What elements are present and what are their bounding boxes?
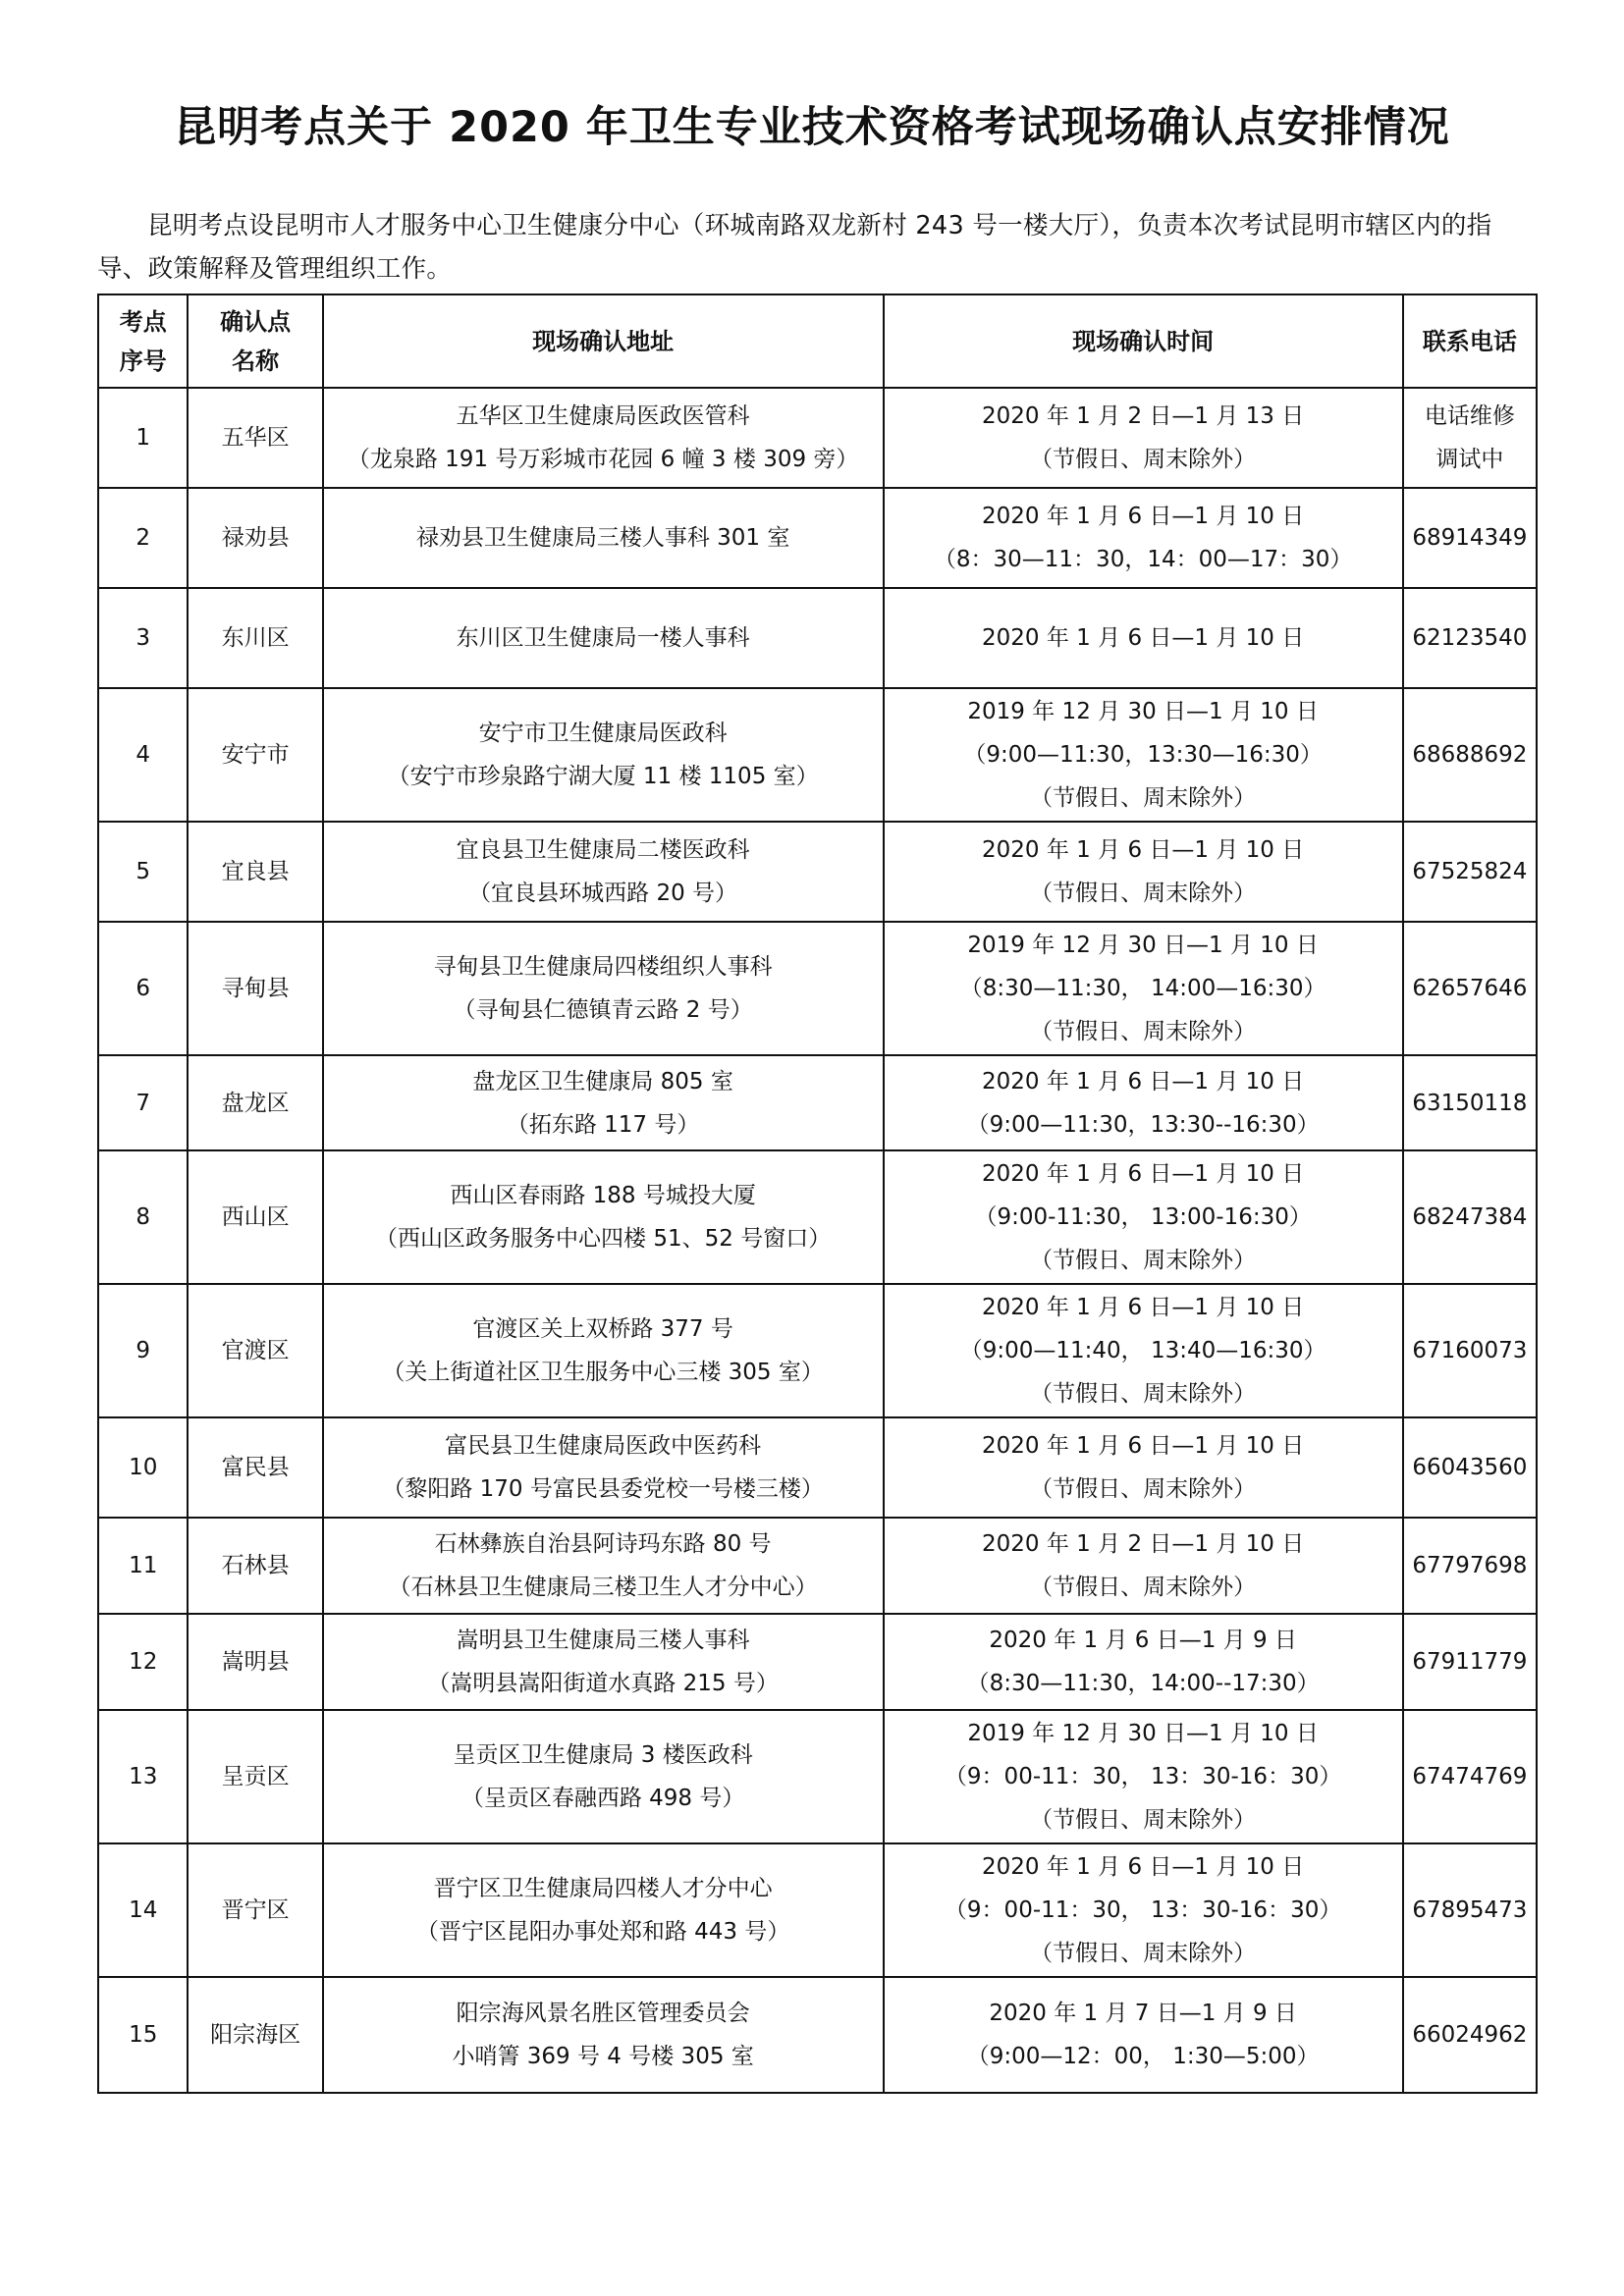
cell-name: 富民县 xyxy=(188,1417,322,1518)
cell-time xyxy=(884,1417,1403,1518)
cell-time xyxy=(884,1150,1403,1284)
cell-time-line: 2020 年 1 月 6 日—1 月 10 日 xyxy=(982,504,1305,529)
cell-time xyxy=(884,488,1403,588)
cell-phone xyxy=(1403,488,1537,588)
cell-address xyxy=(323,688,884,822)
cell-name: 五华区 xyxy=(188,388,322,488)
cell-address-line: （关上街道社区卫生服务中心三楼 305 室） xyxy=(382,1360,824,1385)
table-row xyxy=(98,1977,1537,2093)
cell-time-line: 2020 年 1 月 6 日—1 月 10 日 xyxy=(982,1854,1305,1880)
cell-time-line: （节假日、周末除外） xyxy=(1030,785,1257,811)
cell-phone-line: 68247384 xyxy=(1412,1204,1528,1230)
page-title: 昆明考点关于 2020 年卫生专业技术资格考试现场确认点安排情况 xyxy=(174,103,1450,152)
cell-phone xyxy=(1403,1843,1537,1977)
cell-phone xyxy=(1403,1150,1537,1284)
cell-no: 3 xyxy=(98,588,188,688)
cell-phone-line: 68688692 xyxy=(1412,742,1528,768)
intro-paragraph: 昆明考点设昆明市人才服务中心卫生健康分中心（环城南路双龙新村 243 号一楼大厅），负责本次考试昆明市辖区内的指导、政策解释及管理组织工作。 xyxy=(97,211,1492,284)
cell-no: 6 xyxy=(98,922,188,1055)
cell-time-line: （节假日、周末除外） xyxy=(1030,1941,1257,1966)
cell-address xyxy=(323,822,884,922)
cell-time-line: 2020 年 1 月 6 日—1 月 9 日 xyxy=(989,1628,1297,1653)
cell-phone-line: 调试中 xyxy=(1435,447,1504,472)
cell-time xyxy=(884,1614,1403,1710)
cell-address xyxy=(323,922,884,1055)
cell-address xyxy=(323,1710,884,1843)
cell-time xyxy=(884,822,1403,922)
cell-address-line: 盘龙区卫生健康局 805 室 xyxy=(472,1068,733,1095)
cell-time-line: （节假日、周末除外） xyxy=(1030,881,1257,906)
cell-no: 1 xyxy=(98,388,188,488)
cell-no: 12 xyxy=(98,1614,188,1710)
header-no: 考点 序号 xyxy=(98,294,188,388)
cell-time-line: （节假日、周末除外） xyxy=(1030,1807,1257,1833)
cell-address-line: 富民县卫生健康局医政中医药科 xyxy=(445,1433,762,1459)
cell-time-line: （9:00—11:30，13:30--16:30） xyxy=(966,1111,1320,1138)
table-row xyxy=(98,1417,1537,1518)
cell-phone xyxy=(1403,688,1537,822)
cell-time-line: （8：30—11：30，14：00—17：30） xyxy=(933,547,1353,572)
cell-name: 嵩明县 xyxy=(188,1614,322,1710)
cell-no: 13 xyxy=(98,1710,188,1843)
cell-phone-line: 62657646 xyxy=(1412,976,1528,1001)
cell-address-line: （嵩明县嵩阳街道水真路 215 号） xyxy=(427,1671,779,1696)
cell-time-line: 2020 年 1 月 6 日—1 月 10 日 xyxy=(982,1068,1305,1095)
cell-address-line: 石林彝族自治县阿诗玛东路 80 号 xyxy=(434,1531,772,1557)
table-body xyxy=(98,388,1537,2093)
cell-no: 2 xyxy=(98,488,188,588)
cell-address-line: 寻甸县卫生健康局四楼组织人事科 xyxy=(433,954,773,980)
cell-time-line: 2020 年 1 月 2 日—1 月 10 日 xyxy=(982,1531,1305,1557)
table-header-row xyxy=(98,294,1537,388)
cell-phone-line: 67474769 xyxy=(1412,1764,1528,1789)
cell-address-line: 东川区卫生健康局一楼人事科 xyxy=(456,625,750,651)
cell-time xyxy=(884,1055,1403,1150)
cell-name: 晋宁区 xyxy=(188,1843,322,1977)
cell-address xyxy=(323,1417,884,1518)
table-row xyxy=(98,1614,1537,1710)
table-row xyxy=(98,588,1537,688)
cell-address-line: 阳宗海风景名胜区管理委员会 xyxy=(456,2001,750,2026)
cell-address-line: 嵩明县卫生健康局三楼人事科 xyxy=(456,1628,750,1653)
cell-address-line: （安宁市珍泉路宁湖大厦 11 楼 1105 室） xyxy=(387,764,819,789)
cell-no: 8 xyxy=(98,1150,188,1284)
cell-time-line: （节假日、周末除外） xyxy=(1030,1575,1257,1600)
cell-time-line: 2019 年 12 月 30 日—1 月 10 日 xyxy=(967,1721,1319,1746)
cell-time-line: 2020 年 1 月 6 日—1 月 10 日 xyxy=(982,837,1305,863)
cell-time-line: 2020 年 1 月 6 日—1 月 10 日 xyxy=(982,1433,1305,1459)
cell-phone xyxy=(1403,1055,1537,1150)
cell-address-line: （石林县卫生健康局三楼卫生人才分中心） xyxy=(388,1575,818,1600)
table-row xyxy=(98,1150,1537,1284)
cell-address xyxy=(323,1055,884,1150)
cell-no: 14 xyxy=(98,1843,188,1977)
cell-name: 西山区 xyxy=(188,1150,322,1284)
cell-phone xyxy=(1403,922,1537,1055)
cell-address-line: 小哨箐 369 号 4 号楼 305 室 xyxy=(452,2044,754,2069)
cell-name: 呈贡区 xyxy=(188,1710,322,1843)
cell-phone xyxy=(1403,1417,1537,1518)
cell-time-line: 2019 年 12 月 30 日—1 月 10 日 xyxy=(967,699,1319,724)
header-address: 现场确认地址 xyxy=(323,294,884,388)
schedule-table xyxy=(97,294,1538,2094)
table-row xyxy=(98,1843,1537,1977)
table-row xyxy=(98,688,1537,822)
cell-address-line: 禄劝县卫生健康局三楼人事科 301 室 xyxy=(415,525,790,551)
cell-address xyxy=(323,1614,884,1710)
cell-name: 安宁市 xyxy=(188,688,322,822)
cell-time-line: （9：00-11：30， 13：30-16：30） xyxy=(944,1897,1342,1923)
cell-address-line: 宜良县卫生健康局二楼医政科 xyxy=(456,837,750,863)
cell-address-line: （寻甸县仁德镇青云路 2 号） xyxy=(453,997,753,1023)
cell-address xyxy=(323,1518,884,1614)
cell-time xyxy=(884,1977,1403,2093)
table-row xyxy=(98,922,1537,1055)
cell-phone xyxy=(1403,1710,1537,1843)
cell-time xyxy=(884,388,1403,488)
cell-time-line: （9:00—12：00， 1:30—5:00） xyxy=(966,2044,1320,2069)
cell-no: 15 xyxy=(98,1977,188,2093)
cell-address-line: 西山区春雨路 188 号城投大厦 xyxy=(450,1183,756,1208)
cell-phone xyxy=(1403,1614,1537,1710)
cell-no: 7 xyxy=(98,1055,188,1150)
cell-address-line: （宜良县环城西路 20 号） xyxy=(468,881,738,906)
cell-phone-line: 67525824 xyxy=(1412,859,1528,884)
header-time: 现场确认时间 xyxy=(884,294,1403,388)
cell-time-line: （9:00—11:40， 13:40—16:30） xyxy=(959,1338,1326,1363)
cell-time-line: 2020 年 1 月 6 日—1 月 10 日 xyxy=(982,625,1305,651)
cell-address-line: （龙泉路 191 号万彩城市花园 6 幢 3 楼 309 旁） xyxy=(347,447,859,472)
cell-name: 宜良县 xyxy=(188,822,322,922)
cell-no: 5 xyxy=(98,822,188,922)
cell-time xyxy=(884,1518,1403,1614)
cell-time-line: 2020 年 1 月 6 日—1 月 10 日 xyxy=(982,1161,1305,1187)
cell-time-line: （节假日、周末除外） xyxy=(1030,1248,1257,1273)
cell-time-line: （8:30—11:30，14:00--17:30） xyxy=(966,1671,1320,1696)
cell-address-line: （呈贡区春融西路 498 号） xyxy=(460,1786,745,1811)
cell-address xyxy=(323,588,884,688)
table-row xyxy=(98,822,1537,922)
cell-address-line: （晋宁区昆阳办事处郑和路 443 号） xyxy=(415,1919,790,1945)
table-row xyxy=(98,1284,1537,1417)
cell-time-line: （节假日、周末除外） xyxy=(1030,447,1257,472)
cell-phone xyxy=(1403,1284,1537,1417)
cell-phone xyxy=(1403,822,1537,922)
cell-name: 石林县 xyxy=(188,1518,322,1614)
cell-phone xyxy=(1403,388,1537,488)
table-row xyxy=(98,1518,1537,1614)
cell-phone-line: 67911779 xyxy=(1412,1649,1528,1675)
cell-time-line: 2020 年 1 月 2 日—1 月 13 日 xyxy=(982,403,1305,429)
cell-phone-line: 63150118 xyxy=(1412,1090,1528,1116)
cell-phone-line: 电话维修 xyxy=(1424,403,1515,429)
cell-time-line: （节假日、周末除外） xyxy=(1030,1381,1257,1407)
cell-address-line: 安宁市卫生健康局医政科 xyxy=(478,721,728,746)
cell-address-line: （拓东路 117 号） xyxy=(506,1111,700,1138)
cell-phone-line: 66043560 xyxy=(1412,1455,1528,1480)
cell-time xyxy=(884,1284,1403,1417)
cell-phone-line: 67797698 xyxy=(1412,1553,1528,1578)
table-row xyxy=(98,1055,1537,1150)
cell-address xyxy=(323,1284,884,1417)
cell-phone-line: 66024962 xyxy=(1412,2022,1528,2048)
header-phone: 联系电话 xyxy=(1403,294,1537,388)
cell-address-line: 官渡区关上双桥路 377 号 xyxy=(472,1316,733,1342)
cell-address xyxy=(323,1843,884,1977)
cell-no: 10 xyxy=(98,1417,188,1518)
cell-time-line: （9:00-11:30， 13:00-16:30） xyxy=(974,1204,1312,1230)
cell-address-line: 晋宁区卫生健康局四楼人才分中心 xyxy=(433,1876,773,1901)
cell-time-line: （9:00—11:30，13:30—16:30） xyxy=(963,742,1323,768)
cell-no: 4 xyxy=(98,688,188,822)
cell-phone-line: 62123540 xyxy=(1412,625,1528,651)
cell-address xyxy=(323,488,884,588)
cell-phone-line: 68914349 xyxy=(1412,525,1528,551)
cell-phone xyxy=(1403,1977,1537,2093)
cell-time-line: （8:30—11:30， 14:00—16:30） xyxy=(959,976,1326,1001)
cell-name: 寻甸县 xyxy=(188,922,322,1055)
table-row xyxy=(98,388,1537,488)
cell-address-line: （西山区政务服务中心四楼 51、52 号窗口） xyxy=(375,1226,832,1252)
cell-time-line: 2019 年 12 月 30 日—1 月 10 日 xyxy=(967,933,1319,958)
cell-time-line: 2020 年 1 月 7 日—1 月 9 日 xyxy=(989,2001,1297,2026)
cell-time xyxy=(884,588,1403,688)
cell-no: 11 xyxy=(98,1518,188,1614)
cell-time-line: 2020 年 1 月 6 日—1 月 10 日 xyxy=(982,1295,1305,1320)
table-row xyxy=(98,488,1537,588)
cell-time xyxy=(884,1843,1403,1977)
cell-time xyxy=(884,688,1403,822)
table-row xyxy=(98,1710,1537,1843)
cell-phone-line: 67160073 xyxy=(1412,1338,1528,1363)
cell-time-line: （节假日、周末除外） xyxy=(1030,1476,1257,1502)
cell-address-line: 呈贡区卫生健康局 3 楼医政科 xyxy=(453,1742,753,1768)
cell-name: 盘龙区 xyxy=(188,1055,322,1150)
cell-time xyxy=(884,1710,1403,1843)
cell-address-line: （黎阳路 170 号富民县委党校一号楼三楼） xyxy=(382,1476,824,1502)
cell-name: 禄劝县 xyxy=(188,488,322,588)
cell-name: 东川区 xyxy=(188,588,322,688)
cell-time-line: （节假日、周末除外） xyxy=(1030,1019,1257,1044)
cell-time-line: （9：00-11：30， 13：30-16：30） xyxy=(944,1764,1342,1789)
cell-no: 9 xyxy=(98,1284,188,1417)
cell-name: 阳宗海区 xyxy=(188,1977,322,2093)
cell-phone xyxy=(1403,588,1537,688)
cell-name: 官渡区 xyxy=(188,1284,322,1417)
cell-phone xyxy=(1403,1518,1537,1614)
cell-address xyxy=(323,388,884,488)
header-name: 确认点 名称 xyxy=(188,294,322,388)
cell-phone-line: 67895473 xyxy=(1412,1897,1528,1923)
cell-address xyxy=(323,1150,884,1284)
cell-time xyxy=(884,922,1403,1055)
cell-address xyxy=(323,1977,884,2093)
cell-address-line: 五华区卫生健康局医政医管科 xyxy=(456,403,750,429)
